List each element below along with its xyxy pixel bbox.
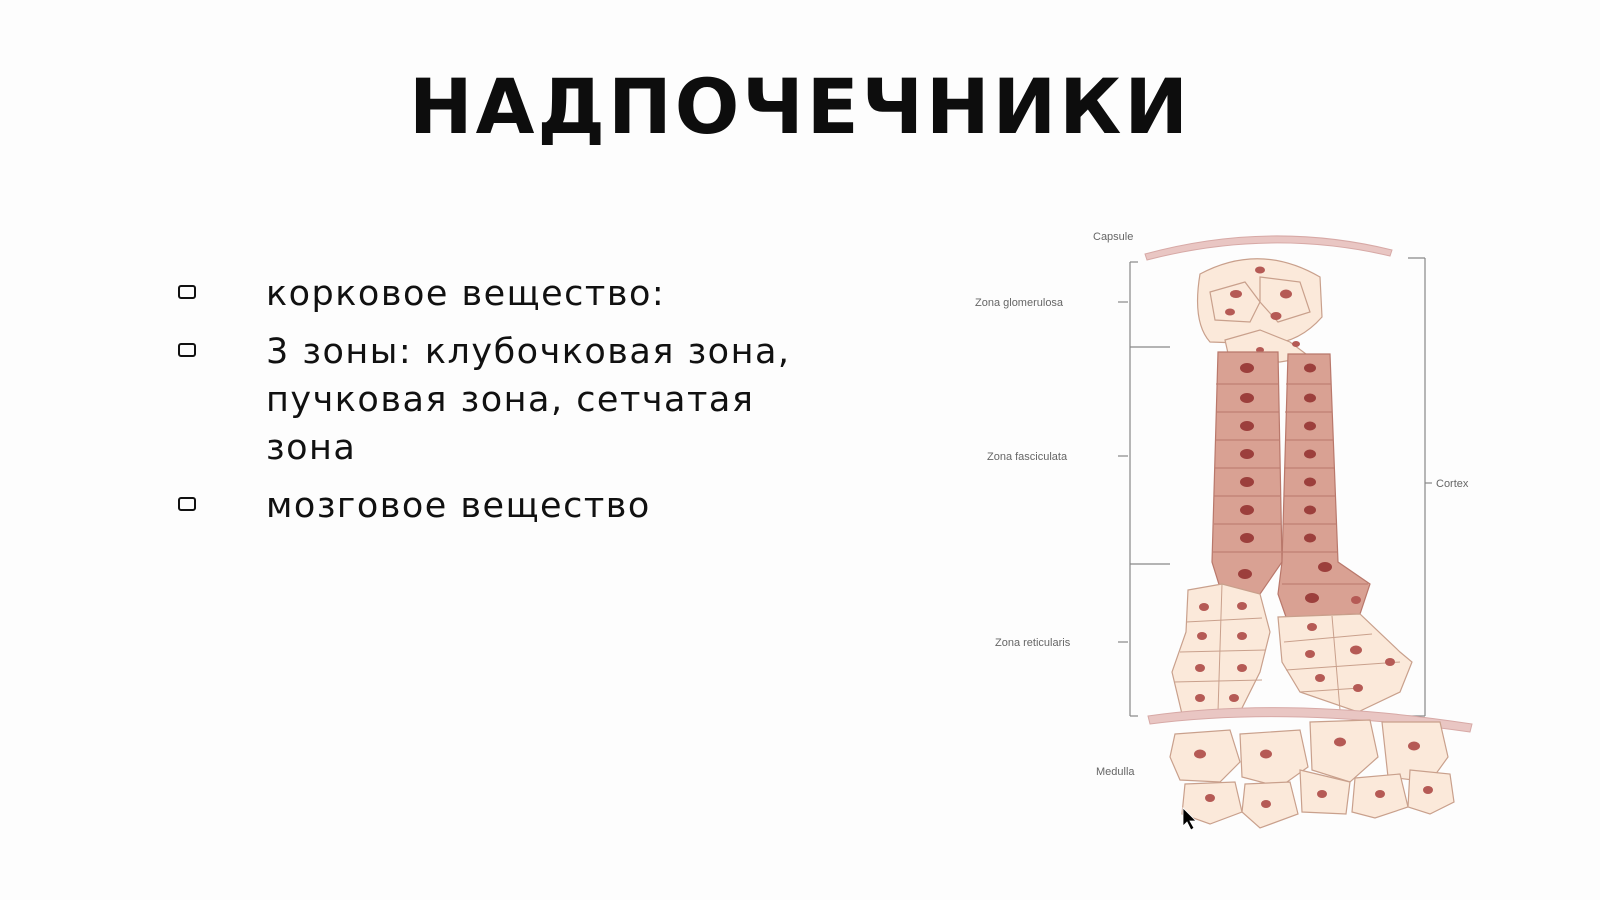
label-zona-glomerulosa: Zona glomerulosa [975,297,1064,309]
bullet-item [178,270,818,318]
label-cortex: Cortex [1436,478,1469,490]
adrenal-cortex-diagram [960,222,1520,842]
bullet-item [178,328,818,472]
label-medulla: Medulla [1096,766,1135,778]
bullet-text: 3 зоны: клубочковая зона, пучковая зона, сетчатая зона [266,332,791,468]
bullet-item [178,482,818,530]
label-zona-reticularis: Zona reticularis [995,637,1071,649]
square-bullet-icon [178,285,196,299]
square-bullet-icon [178,497,196,511]
bullet-list [178,270,818,540]
label-zona-fasciculata: Zona fasciculata [987,451,1068,463]
medulla-cells [1170,720,1454,828]
slide-title: НАДПОЧЕЧНИКИ [408,62,1191,151]
capsule-band [1145,236,1392,260]
square-bullet-icon [178,343,196,357]
bullet-text: корковое вещество: [266,274,666,314]
bullet-text: мозговое вещество [266,486,651,526]
label-capsule: Capsule [1093,231,1134,243]
adrenal-diagram-svg [960,222,1520,842]
glomerulosa-cells [1198,259,1322,362]
fasciculata-columns [1212,352,1370,617]
